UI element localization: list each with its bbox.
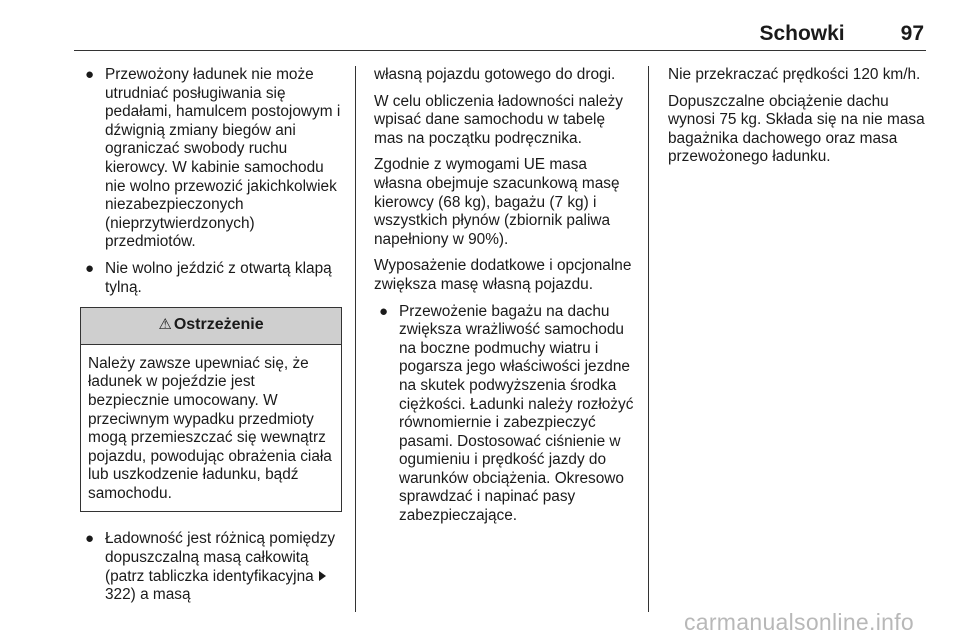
page-reference-link[interactable]: 322) a masą	[105, 586, 191, 604]
list-item	[80, 530, 342, 604]
list-item	[80, 260, 342, 297]
column-divider-1	[355, 66, 356, 612]
page-number: 97	[900, 22, 924, 45]
list-item-text: Ładowność jest różnicą pomiędzy dopuszczalną masą całkowitą (patrz tabliczka identyfikacyjna	[105, 530, 336, 585]
paragraph: własną pojazdu gotowego do drogi.	[374, 66, 616, 83]
list-item-text: Przewożenie bagażu na dachu zwiększa wrażliwość samochodu na boczne podmuchy wiatru i pogarsza jego właściwości jezdne na skutek podwyższenia środka ciężkości. Ładunki należy rozłożyć równomiernie i zabezpieczyć pasami. Dostosować ciśnienie w ogumieniu i prędkość jazdy do warunków obciążenia. Okresowo sprawdzać i napinać pasy zabezpieczające.	[399, 302, 634, 525]
list-item	[80, 66, 342, 252]
warning-box	[80, 307, 342, 512]
warning-title: Ostrzeżenie	[173, 316, 264, 334]
column-3	[668, 66, 930, 175]
bullet-icon: ●	[85, 530, 95, 548]
bullet-icon: ●	[85, 259, 95, 277]
paragraph: W celu obliczenia ładowności należy wpisać dane samochodu w tabelę mas na początku podręcznika.	[374, 92, 623, 147]
warning-header	[81, 308, 341, 345]
page-title: Schowki	[759, 22, 845, 45]
bullet-icon: ●	[85, 66, 95, 83]
column-divider-2	[648, 66, 649, 612]
paragraph: Wyposażenie dodatkowe i opcjonalne zwiększa masę własną pojazdu.	[374, 257, 632, 293]
arrow-right-icon[interactable]	[319, 571, 326, 581]
paragraph: Dopuszczalne obciążenie dachu wynosi 75 kg. Składa się na nie masa bagażnika dachowego oraz masa przewożonego ładunku.	[668, 92, 925, 166]
column-2	[374, 66, 636, 534]
watermark: carmanualsonline.info	[683, 609, 914, 635]
warning-text: Należy zawsze upewniać się, że ładunek w pojeździe jest bezpiecznie umocowany. W przeciwnym wypadku przedmioty mogą przemieszczać się wewnątrz pojazdu, powodując obrażenia ciała lub uszkodzenie ładunku, bądź samochodu.	[88, 354, 332, 502]
list-item	[374, 303, 636, 526]
paragraph: Zgodnie z wymogami UE masa własna obejmuje szacunkową masę kierowcy (68 kg), bagażu (7 kg) i wszystkich płynów (zbiornik paliwa napełniony w 90%).	[374, 156, 620, 248]
warning-triangle-icon: ⚠	[158, 316, 172, 334]
list-item-text: Nie wolno jeździć z otwartą klapą tylną.	[105, 259, 332, 296]
paragraph: Nie przekraczać prędkości 120 km/h.	[668, 66, 921, 83]
column-1	[80, 66, 342, 613]
list-item-text: Przewożony ładunek nie może utrudniać posługiwania się pedałami, hamulcem postojowym i dźwignią zmiany biegów ani ograniczać swobody ruchu kierowcy. W kabinie samochodu nie wolno przewozić jakichkolwiek niezabezpieczonych (nieprzytwierdzonych) przedmiotów.	[105, 66, 341, 251]
bullet-icon: ●	[379, 302, 389, 320]
header-divider	[74, 50, 926, 51]
page-header	[759, 22, 924, 46]
